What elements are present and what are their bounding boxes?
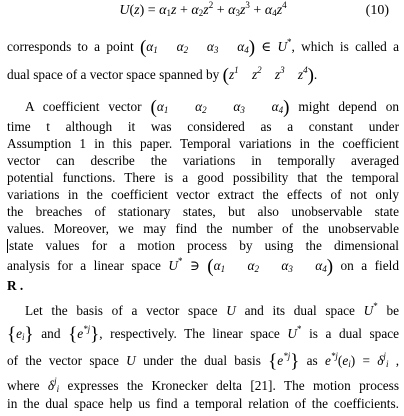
text-span: be: [386, 303, 400, 318]
para2-line9: [7, 237, 399, 254]
text-span: analysis for a linear space: [7, 258, 161, 273]
text-span: expresses the Kronecker delta [21]. The motion process: [67, 378, 400, 393]
field-symbol: R: [7, 278, 17, 293]
text-span: Let the basis of a vector space: [25, 303, 218, 318]
para1-line1: corresponds to a point ($\alpha_1$ $\alpha_2$ $\alpha_3$ $\alpha_4$) ∈ U*, which is called a: [7, 37, 399, 58]
text-span: corresponds to a point: [7, 39, 134, 54]
para2-line1: A coefficient vector ($\alpha_1$ $\alpha_2$ $\alpha_3$ $\alpha_4$) might depend on: [25, 97, 400, 118]
text-span: of the vector space: [7, 353, 119, 368]
text-span: where: [7, 378, 40, 393]
equation-10: $U(z) = \alpha_1z + \alpha_2z^2 + \alpha_3z^3 + \alpha_4z^4$ (10): [119, 0, 389, 18]
para2-line7: the breaches of stationary states, but also unobservable state: [7, 204, 399, 219]
text-span: state values for a motion process by using the dimensional: [9, 238, 399, 253]
text-span: which is called a: [301, 39, 399, 54]
text-span: under the dual basis: [143, 353, 261, 368]
para2-line8: values. Moreover, we may find the number of the unobservable: [7, 221, 399, 236]
para2-line11: R .: [7, 278, 24, 293]
text-cursor: [7, 239, 8, 253]
para2-line2: time t although it was considered as a constant under: [7, 119, 399, 134]
equation-number: (10): [365, 3, 389, 18]
text-span: might depend on: [298, 99, 400, 114]
para3-line3: of the vector space U under the dual basis $\{e^{*j}\}$ as $e^{*j}(e_i) = \delta^j_i$ ,: [7, 351, 400, 372]
para2-line3: Assumption 1 in this paper. Temporal variations in the coefficient: [7, 136, 399, 151]
para1-line2: dual space of a vector space spanned by ($z^1$ $z^2$ $z^3$ $z^4$).: [7, 65, 318, 86]
text-span: and: [41, 326, 61, 341]
text-span: as: [306, 353, 318, 368]
para3-line1: Let the basis of a vector space U and its dual space U* be: [25, 301, 400, 318]
para2-line6: variations in the coefficient vector extract the effects of not only: [7, 187, 399, 202]
text-span: A coefficient vector: [25, 99, 142, 114]
para2-line5: potential functions. There is a good possibility that the temporal: [7, 170, 399, 185]
para3-line5: in the dual space help us find a temporal relation of the coefficients.: [7, 396, 399, 411]
text-span: dual space of a vector space spanned by: [7, 67, 220, 82]
para3-line2: $\{e_i\}$ and $\{e^{*j}\}$, respectively. The linear space U* is a dual space: [7, 324, 400, 345]
text-span: on a field: [340, 258, 399, 273]
para3-line4: where $\delta^j_i$ expresses the Kronecker delta [21]. The motion process: [7, 376, 400, 394]
para2-line4: vector can describe the variations in temporally averaged: [7, 153, 399, 168]
text-span: , respectively. The linear space: [99, 326, 280, 341]
para2-line10: analysis for a linear space U* ∋ ($\alpha_1$ $\alpha_2$ $\alpha_3$ $\alpha_4$) on a field: [7, 256, 399, 277]
text-span: and its dual space: [244, 303, 355, 318]
text-span: is a dual space: [309, 326, 400, 341]
